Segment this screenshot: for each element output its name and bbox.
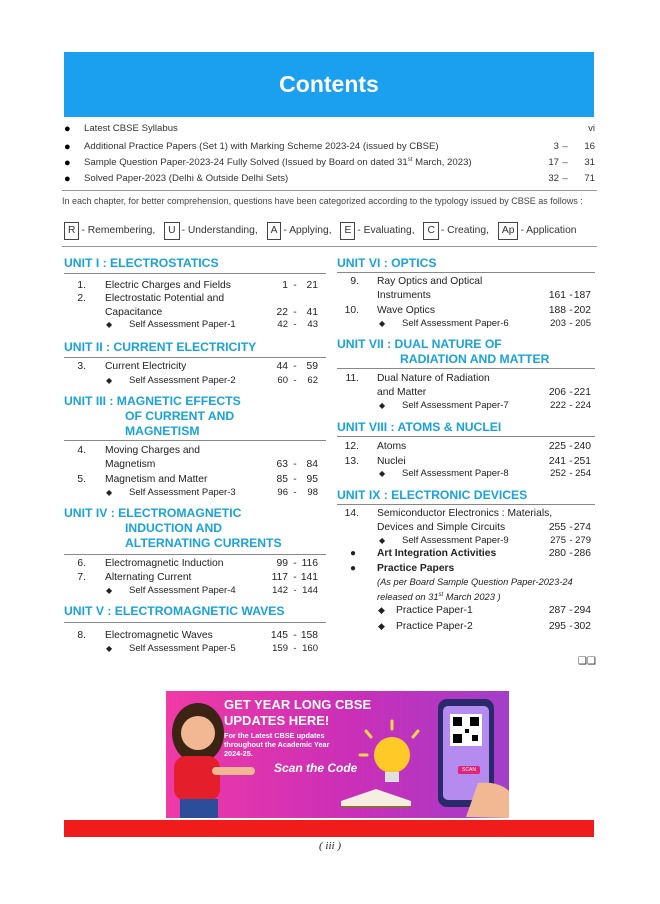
chapter-row[interactable]: 6. Electromagnetic Induction 99 - 116 — [77, 558, 318, 569]
unit-heading[interactable]: UNIT III : MAGNETIC EFFECTS OF CURRENT AND MAGNETISM — [64, 394, 241, 438]
typology-legend: R - Remembering, U - Understanding, A - Applying, E - Evaluating, C - Creating, Ap - Application — [64, 222, 583, 242]
footer-bar — [64, 820, 594, 837]
contents-banner — [64, 52, 594, 117]
self-assessment-row[interactable]: ◆ Self Assessment Paper-1 42 - 43 — [106, 319, 318, 330]
chapter-row[interactable]: 1. Electric Charges and Fields 1 - 21 — [77, 280, 318, 291]
diamond-icon: ◆ — [106, 488, 113, 497]
unit-heading[interactable]: UNIT VII : DUAL NATURE OF RADIATION AND MATTER — [337, 337, 550, 366]
unit-heading[interactable]: UNIT VIII : ATOMS & NUCLEI — [337, 420, 502, 434]
page-title: Contents — [279, 71, 379, 97]
chapter-row[interactable]: 14. Semiconductor Electronics : Materials, Devices and Simple Circuits 255 - 274 — [344, 508, 591, 533]
bullet-icon: ● — [64, 141, 71, 153]
self-assessment-row[interactable]: ◆ Self Assessment Paper-9 275 - 279 — [379, 535, 591, 546]
practice-paper-row[interactable]: ◆ Practice Paper-2 295 - 302 — [378, 621, 591, 632]
chapter-row[interactable]: 2. Electrostatic Potential and Capacitance 22 - 41 — [77, 293, 318, 318]
divider — [337, 504, 595, 505]
diamond-icon: ◆ — [106, 586, 113, 595]
divider — [337, 272, 595, 273]
chapter-row[interactable]: 12. Atoms 225 - 240 — [344, 441, 591, 452]
unit-heading[interactable]: UNIT I : ELECTROSTATICS — [64, 256, 219, 270]
end-mark: ❑❑ — [578, 656, 596, 667]
chapter-row[interactable]: ● Practice Papers — [350, 563, 455, 574]
diamond-icon: ◆ — [379, 401, 386, 410]
chapter-row[interactable]: 3. Current Electricity 44 - 59 — [77, 361, 318, 372]
unit-heading[interactable]: UNIT II : CURRENT ELECTRICITY — [64, 340, 257, 354]
chapter-row[interactable]: 8. Electromagnetic Waves 145 - 158 — [77, 630, 318, 641]
divider — [64, 273, 326, 274]
self-assessment-row[interactable]: ◆ Self Assessment Paper-5 159 - 160 — [106, 643, 318, 654]
bullet-icon: ● — [64, 157, 71, 169]
chapter-row[interactable]: 4. Moving Charges and Magnetism 63 - 84 — [77, 445, 318, 470]
page-number: ( iii ) — [319, 840, 341, 852]
self-assessment-row[interactable]: ◆ Self Assessment Paper-7 222 - 224 — [379, 400, 591, 411]
diamond-icon: ◆ — [378, 605, 385, 615]
practice-paper-row[interactable]: ◆ Practice Paper-1 287 - 294 — [378, 605, 591, 616]
chapter-row[interactable]: 10. Wave Optics 188 - 202 — [344, 305, 591, 316]
self-assessment-row[interactable]: ◆ Self Assessment Paper-8 252 - 254 — [379, 468, 591, 479]
bullet-icon: ● — [64, 123, 71, 135]
diamond-icon: ◆ — [379, 469, 386, 478]
toc-entry[interactable]: ● Sample Question Paper-2023-24 Fully Solved (Issued by Board on dated 31st March, 2023) 17 – 31 — [64, 157, 595, 169]
unit-heading[interactable]: UNIT VI : OPTICS — [337, 256, 437, 270]
chapter-row[interactable]: 13. Nuclei 241 - 251 — [344, 456, 591, 467]
divider — [64, 357, 326, 358]
diamond-icon: ◆ — [106, 644, 113, 653]
ad-headline-1: GET YEAR LONG CBSE — [224, 697, 372, 712]
chapter-row[interactable]: 7. Alternating Current 117 - 141 — [77, 572, 318, 583]
bullet-icon: ● — [64, 173, 71, 185]
unit-heading[interactable]: UNIT V : ELECTROMAGNETIC WAVES — [64, 604, 285, 618]
practice-note: (As per Board Sample Question Paper-2023-24 released on 31st March 2023 ) — [377, 577, 573, 603]
self-assessment-row[interactable]: ◆ Self Assessment Paper-6 203 - 205 — [379, 318, 591, 329]
diamond-icon: ◆ — [379, 319, 386, 328]
chapter-row[interactable]: 11. Dual Nature of Radiation and Matter 206 - 221 — [345, 373, 591, 398]
scan-button: SCAN — [462, 767, 476, 773]
bullet-icon: ● — [350, 548, 357, 559]
chapter-row[interactable]: ● Art Integration Activities 280 - 286 — [350, 548, 591, 559]
typology-note: In each chapter, for better comprehension, questions have been categorized according to the typology issued by CBSE as follows : — [62, 196, 583, 206]
toc-entry[interactable]: ● Latest CBSE Syllabus vi — [64, 123, 595, 135]
toc-entry[interactable]: ● Solved Paper-2023 (Delhi & Outside Delhi Sets) 32 – 71 — [64, 173, 595, 185]
divider — [62, 190, 597, 191]
bullet-icon: ● — [350, 563, 357, 574]
chapter-row[interactable]: 9. Ray Optics and Optical Instruments 161 - 187 — [350, 276, 591, 301]
self-assessment-row[interactable]: ◆ Self Assessment Paper-4 142 - 144 — [106, 585, 318, 596]
cbse-updates-ad[interactable]: GET YEAR LONG CBSE UPDATES HERE! For the Latest CBSE updates throughout the Academic Year 2024-25. Scan the Code SCAN — [166, 691, 509, 818]
self-assessment-row[interactable]: ◆ Self Assessment Paper-2 60 - 62 — [106, 375, 318, 386]
self-assessment-row[interactable]: ◆ Self Assessment Paper-3 96 - 98 — [106, 487, 318, 498]
toc-entry[interactable]: ● Additional Practice Papers (Set 1) with Marking Scheme 2023-24 (issued by CBSE) 3 – 16 — [64, 141, 595, 153]
ad-headline-2: UPDATES HERE! — [224, 713, 330, 728]
divider — [62, 246, 597, 247]
divider — [337, 368, 595, 369]
scan-code-text: Scan the Code — [274, 761, 358, 775]
diamond-icon: ◆ — [106, 376, 113, 385]
diamond-icon: ◆ — [379, 536, 386, 545]
unit-heading[interactable]: UNIT IV : ELECTROMAGNETIC INDUCTION AND ALTERNATING CURRENTS — [64, 506, 282, 550]
chapter-row[interactable]: 5. Magnetism and Matter 85 - 95 — [77, 474, 318, 485]
diamond-icon: ◆ — [378, 621, 385, 631]
divider — [337, 436, 595, 437]
unit-heading[interactable]: UNIT IX : ELECTRONIC DEVICES — [337, 488, 528, 502]
diamond-icon: ◆ — [106, 320, 113, 329]
